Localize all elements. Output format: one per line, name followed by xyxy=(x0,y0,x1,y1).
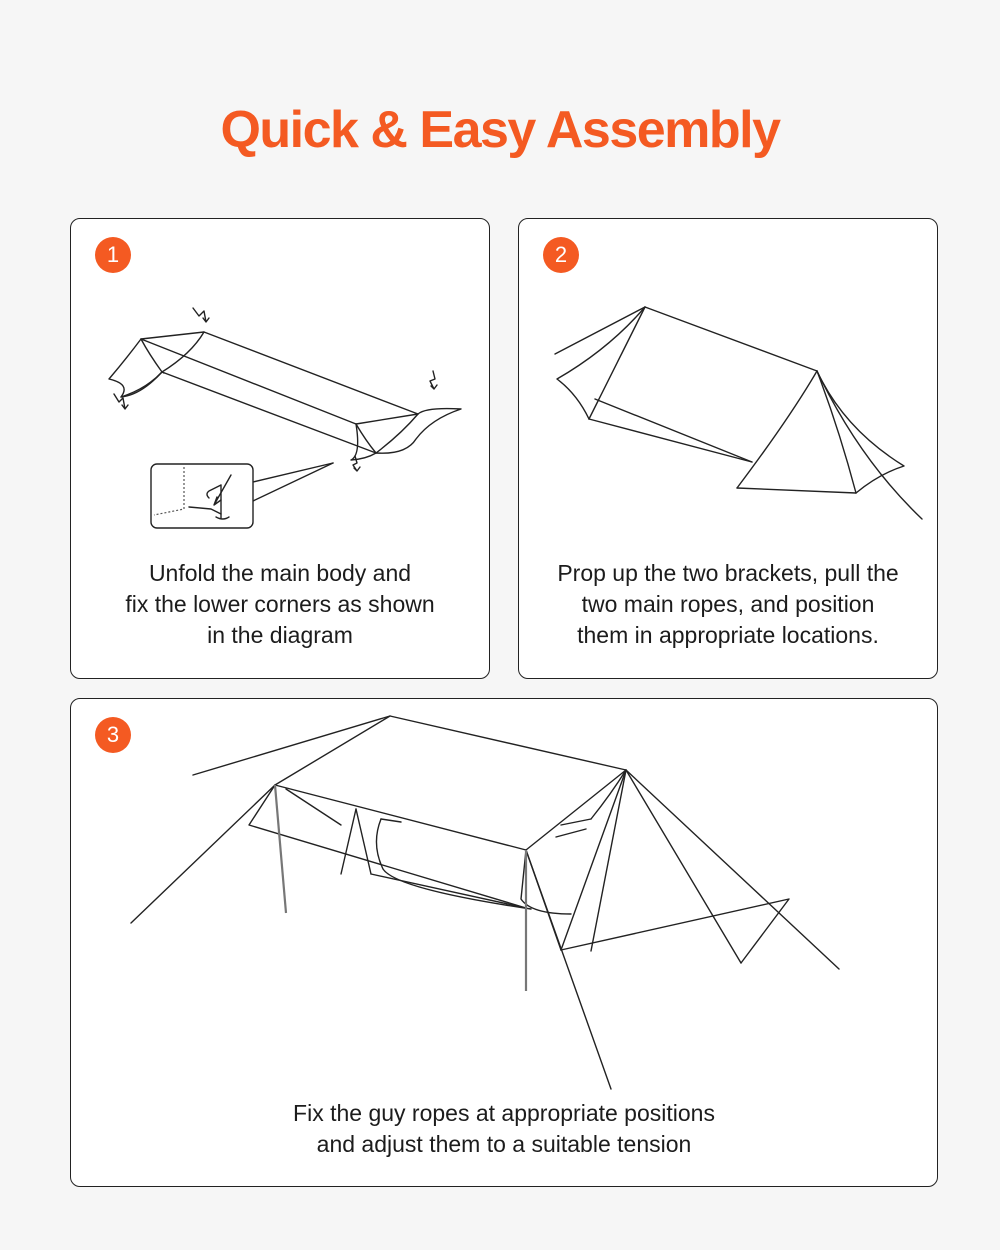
step-2-caption-line: Prop up the two brackets, pull the xyxy=(557,560,899,586)
page-title: Quick & Easy Assembly xyxy=(220,101,780,159)
step-1-caption-line: Unfold the main body and xyxy=(148,560,412,586)
step-2-caption-line: them in appropriate locations. xyxy=(577,622,879,648)
step-3-caption-line: and adjust them to a suitable tension xyxy=(316,1131,692,1157)
step-2-badge: 2 xyxy=(543,237,579,273)
unfolded-tent-illustration xyxy=(71,219,491,559)
step-1-caption-line: in the diagram xyxy=(207,622,353,648)
step-3-badge: 3 xyxy=(95,717,131,753)
step-1-badge: 1 xyxy=(95,237,131,273)
step-2-caption xyxy=(519,558,937,651)
step-1-card xyxy=(70,218,490,679)
propped-tent-illustration xyxy=(519,219,939,559)
step-2-card xyxy=(518,218,938,679)
assembled-tent-illustration xyxy=(71,699,939,1099)
step-1-caption-line: fix the lower corners as shown xyxy=(125,591,435,617)
step-1-caption xyxy=(71,558,489,651)
step-3-caption-line: Fix the guy ropes at appropriate positions xyxy=(293,1100,715,1126)
step-3-caption xyxy=(71,1098,937,1160)
step-3-card xyxy=(70,698,938,1187)
step-2-caption-line: two main ropes, and position xyxy=(581,591,875,617)
